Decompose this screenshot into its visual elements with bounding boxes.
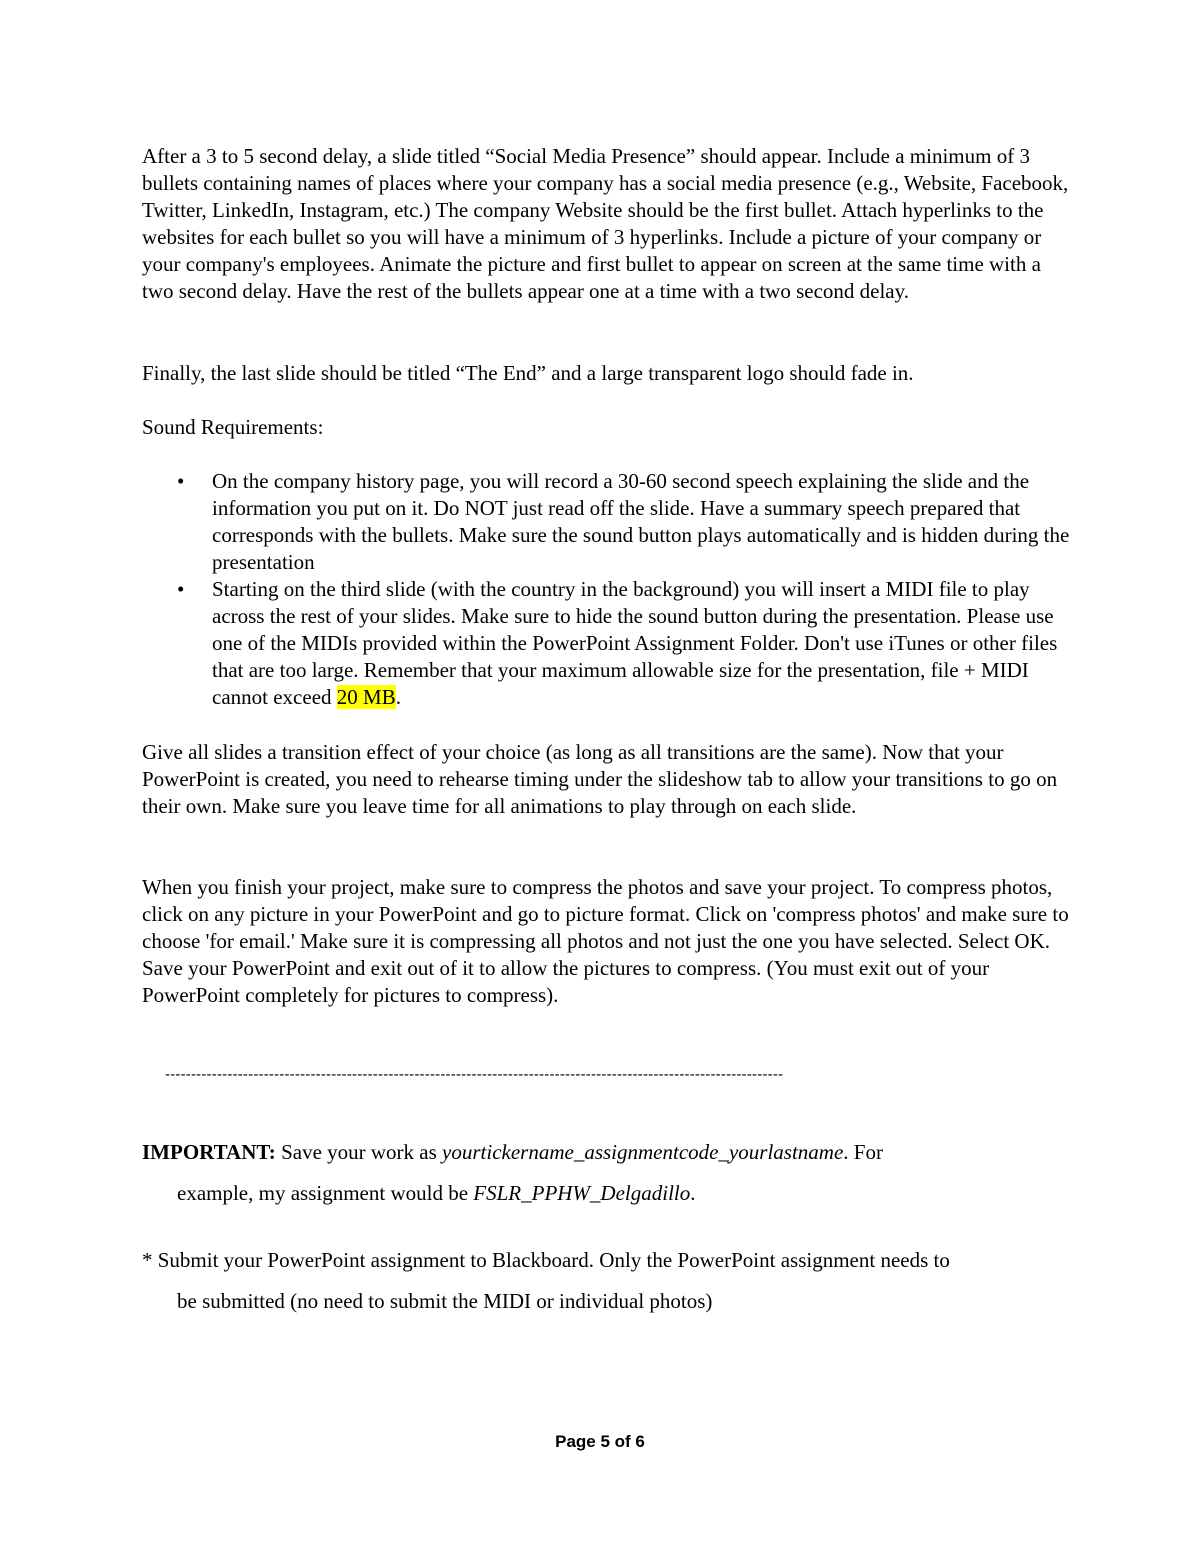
social-media-paragraph: After a 3 to 5 second delay, a slide titled “Social Media Presence” should appear. Include a minimum of 3 bullets containing names of places where your company has a social media presence (e.g., Website, Facebook, Twitter, LinkedIn, Instagram, etc.) The company Website should be the first bullet. Attach hyperlinks to the websites for each bullet so you will have a minimum of 3 hyperlinks. Include a picture of your company or your company's employees. Animate the picture and first bullet to appear on screen at the same time with a two second delay. Have the rest of the bullets appear one at a time with a two second delay. (142, 144, 1069, 303)
page-number-footer: Page 5 of 6 (555, 1432, 645, 1451)
bullet-text-speech: On the company history page, you will record a 30-60 second speech explaining the slide and the information you put on it. Do NOT just read off the slide. Have a summary speech prepared that corresponds with the bullets. Make sure the sound button plays automatically and is hidden during the presentation (212, 469, 1070, 574)
size-limit-highlight: 20 MB (336, 685, 396, 709)
important-note (142, 1132, 1072, 1214)
example-text-end: . (690, 1181, 696, 1205)
important-text: Save your work as (275, 1140, 443, 1164)
bullet-icon: • (177, 577, 185, 601)
list-item (142, 576, 1072, 711)
example-text: example, my assignment would be (177, 1181, 474, 1205)
submit-line-2: be submitted (no need to submit the MIDI or individual photos) (177, 1289, 713, 1313)
sound-requirements-heading: Sound Requirements: (142, 415, 324, 439)
transitions-paragraph: Give all slides a transition effect of your choice (as long as all transitions are the same). Now that your PowerPoint is created, you need to rehearse timing under the slideshow tab to allow your transitions to go on their own. Make sure you leave time for all animations to play through on each slide. (142, 740, 1058, 818)
final-slide-paragraph: Finally, the last slide should be titled “The End” and a large transparent logo should fade in. (142, 361, 914, 385)
compress-photos-paragraph: When you finish your project, make sure to compress the photos and save your project. To compress photos, click on any picture in your PowerPoint and go to picture format. Click on 'compress photos' and make sure to choose 'for email.' Make sure it is compressing all photos and not just the one you have selected. Select OK. Save your PowerPoint and exit out of it to allow the pictures to compress. (You must exit out of your PowerPoint completely for pictures to compress). (142, 875, 1069, 1007)
bullet-icon: • (177, 469, 185, 493)
sound-requirements-list (142, 468, 1072, 711)
important-text-after: . For (843, 1140, 883, 1164)
filename-pattern: yourtickername_assignmentcode_yourlastname (442, 1140, 844, 1164)
bullet-text-midi: Starting on the third slide (with the country in the background) you will insert a MIDI file to play across the rest of your slides. Make sure to hide the sound button during the presentation. Please use one of the MIDIs provided within the PowerPoint Assignment Folder. Don't use iTunes or other files that are too large. Remember that your maximum allowable size for the presentation, file + MIDI cannot exceed (212, 577, 1058, 709)
list-item (142, 468, 1072, 576)
dashed-separator: ----------------------------------------------------------------------------------------------------------------------- (165, 1066, 784, 1083)
submit-line-1: * Submit your PowerPoint assignment to Blackboard. Only the PowerPoint assignment needs to (142, 1248, 950, 1272)
important-label: IMPORTANT: (142, 1140, 276, 1164)
submit-note (142, 1240, 1072, 1322)
example-filename: FSLR_PPHW_Delgadillo (473, 1181, 691, 1205)
bullet-text-midi-end: . (395, 685, 401, 709)
